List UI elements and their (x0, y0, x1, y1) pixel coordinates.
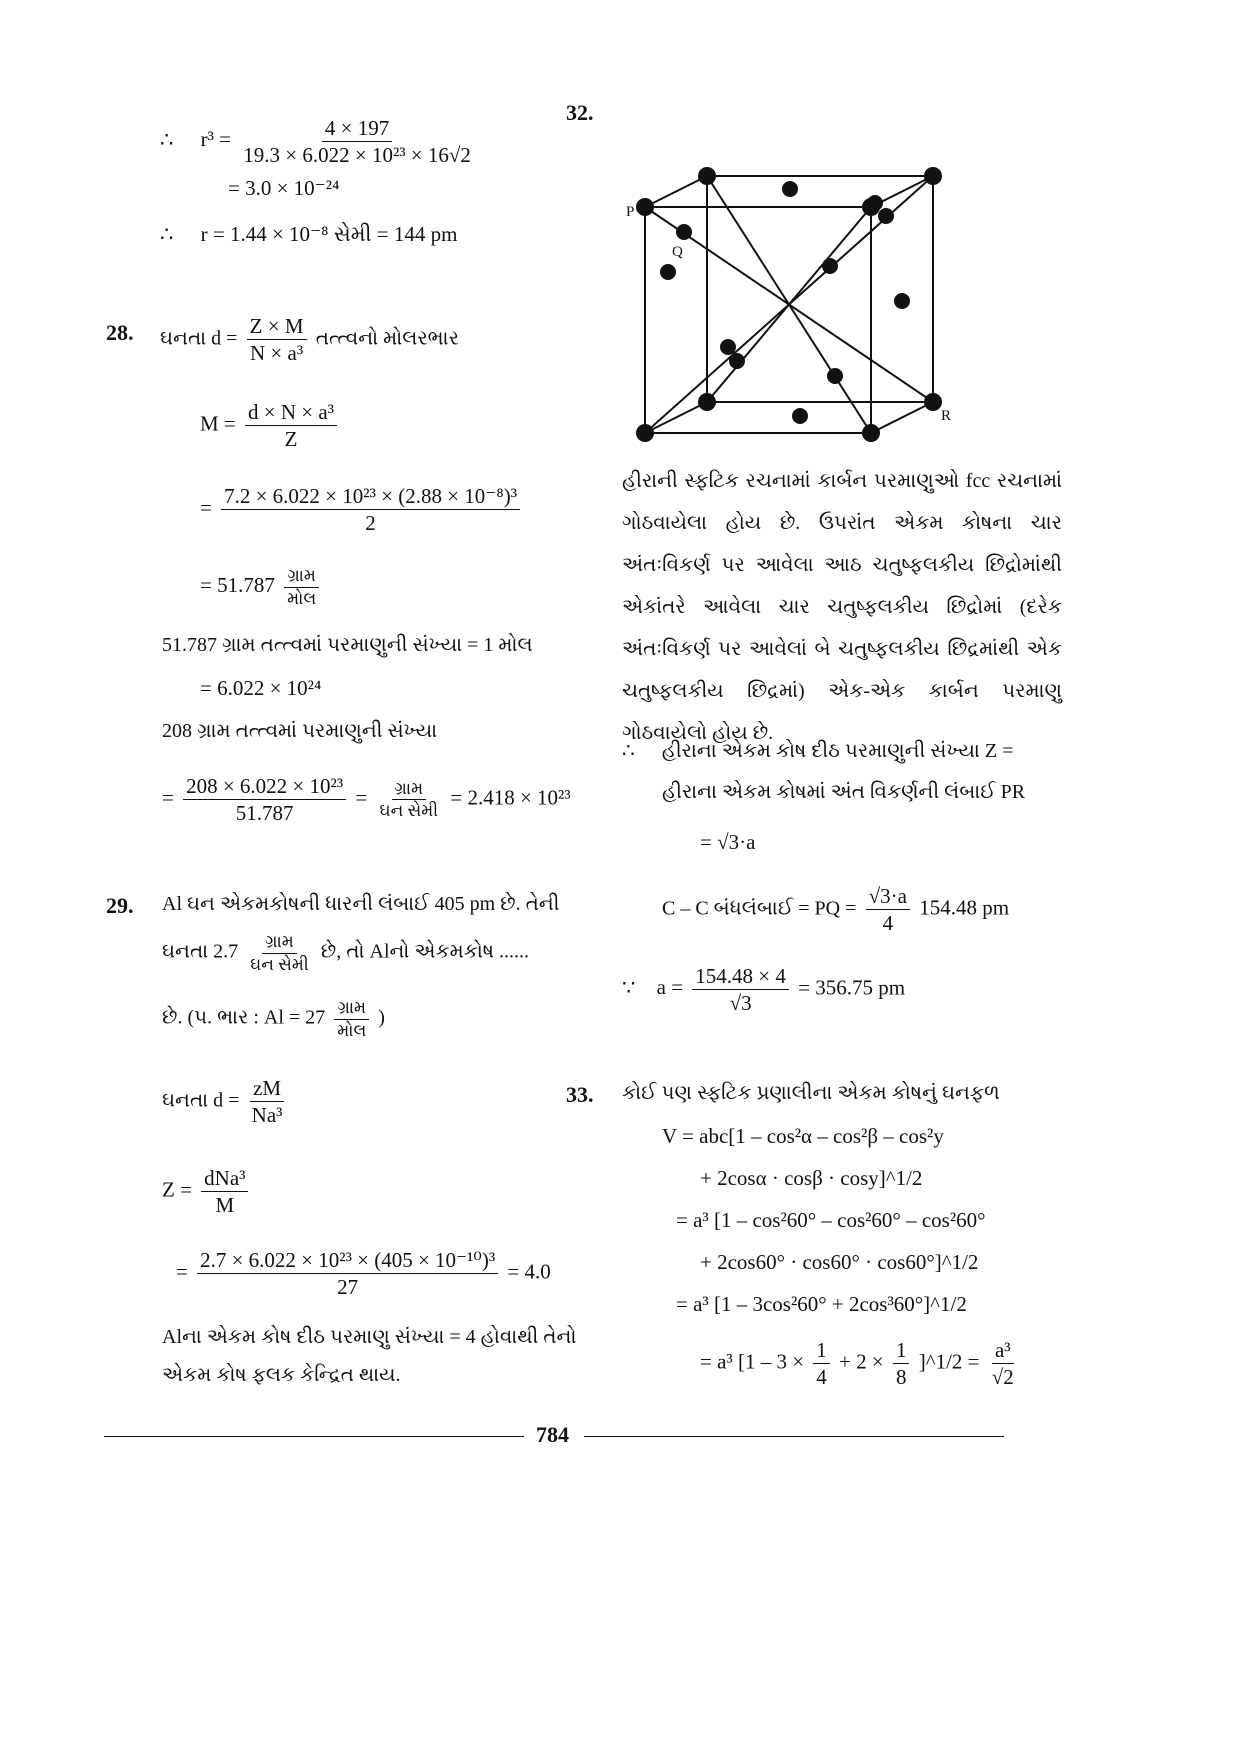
face-centre-atom (894, 293, 910, 309)
q29-calc-result: = 4.0 (507, 1259, 551, 1284)
q33-l6-frac-2 (893, 1338, 910, 1389)
equals-sign: = (176, 1259, 188, 1284)
tetrahedral-atom (729, 353, 745, 369)
q32-a-equation (622, 964, 905, 1015)
q29-conclusion-2: એકમ કોષ ફલક કેન્દ્રિત થાય. (162, 1364, 401, 1386)
q28-density-formula (160, 314, 459, 365)
q28-final-den: 51.787 (235, 801, 294, 826)
r-value-line (160, 222, 457, 247)
equals-sign: = (200, 495, 212, 520)
q32-cc-bond-length (662, 884, 1009, 935)
q29-line-1: Al ઘન એકમકોષની ધારની લંબાઈ 405 pm છે. તેની (162, 893, 560, 915)
r3-lhs: r³ = (200, 127, 232, 152)
q32-pr-line: હીરાના એકમ કોષમાં અંત વિકર્ણની લંબાઈ PR (662, 781, 1026, 803)
q29-conclusion-1: Alના એકમ કોષ દીઠ પરમાણુ સંખ્યા = 4 હોવાથી તેનો (162, 1326, 577, 1348)
q28-line-c: 208 ગ્રામ તત્ત્વમાં પરમાણુની સંખ્યા (162, 720, 438, 742)
q33-l6-f3-den: √2 (991, 1365, 1014, 1390)
q28-final-unit (376, 779, 441, 821)
q32-a-den: √3 (729, 991, 752, 1016)
q28-density-den: N × a³ (250, 341, 304, 366)
q33-l6-f1-num: 1 (813, 1338, 830, 1364)
q29-l2-pre: ઘનતા 2.7 (162, 940, 239, 963)
q29-l3-unit (334, 998, 369, 1040)
therefore-symbol: ∴ (622, 740, 635, 762)
tetrahedral-atom (827, 368, 843, 384)
q29-z-formula (162, 1166, 252, 1217)
q32-a-num: 154.48 × 4 (692, 964, 789, 990)
tetrahedral-atom (822, 258, 838, 274)
footer-rule-left (104, 1436, 524, 1437)
q29-d-lhs: ઘનતા d = (162, 1089, 240, 1112)
q33-line-6 (700, 1338, 1021, 1389)
q33-line-1: V = abc[1 – cos²α – cos²β – cos²y (662, 1124, 944, 1148)
q33-l6-f2-num: 1 (893, 1338, 910, 1364)
therefore-symbol: ∴ (160, 127, 174, 152)
q29-l2-unit (247, 932, 312, 974)
q33-l6-a: = a³ [1 – 3 × (700, 1349, 805, 1374)
corner-atom-r (924, 393, 942, 411)
question-number-29: 29. (106, 893, 134, 918)
q29-l3-post: ) (378, 1006, 385, 1029)
q33-l6-f1-den: 4 (816, 1365, 827, 1390)
unit-cubic-cm: ઘન સેમી (250, 954, 309, 974)
q29-d-num: zM (250, 1076, 284, 1102)
page-number: 784 (536, 1422, 569, 1447)
r3-fraction (240, 116, 474, 167)
cube-edge (871, 402, 933, 433)
face-centre-atom (782, 181, 798, 197)
q28-molar-mass-formula (200, 400, 341, 451)
q32-a-lhs: a = (656, 975, 684, 1000)
face-centre-atom (660, 264, 676, 280)
q29-line-2 (162, 932, 529, 974)
r-cubed-equation (160, 116, 478, 167)
q33-line-2: + 2cosα · cosβ · cosy]^1/2 (700, 1166, 923, 1190)
unit-mole: મોલ (337, 1020, 367, 1040)
q28-line-a: 51.787 ગ્રામ તત્ત્વમાં પરમાણુની સંખ્યા = 1 મોલ (162, 634, 533, 656)
r3-numerator: 4 × 197 (322, 116, 392, 142)
r-value: r = 1.44 × 10⁻⁸ સેમી = 144 pm (200, 222, 458, 246)
corner-atom (698, 393, 716, 411)
q29-z-lhs: Z = (162, 1177, 192, 1202)
q28-m-fraction (245, 400, 337, 451)
question-number-32: 32. (566, 100, 594, 125)
q29-l2-post: છે, તો Alનો એકમકોષ ...... (320, 940, 530, 963)
q32-cc-fraction (866, 884, 910, 935)
q28-density-lhs: ઘનતા d = (160, 327, 238, 350)
q28-final-value: = 2.418 × 10²³ (450, 785, 571, 810)
cube-edge (645, 176, 707, 207)
q28-line-b: = 6.022 × 10²⁴ (200, 676, 322, 700)
unit-gram: ગ્રામ (284, 566, 319, 588)
q28-m-den: Z (284, 427, 298, 452)
because-symbol: ∵ (622, 975, 636, 1000)
corner-atom (636, 424, 654, 442)
q29-calc-den: 27 (337, 1275, 359, 1300)
tetrahedral-atom (878, 208, 894, 224)
q33-l6-c: ]^1/2 = (918, 1349, 980, 1374)
q33-l6-f2-den: 8 (895, 1365, 907, 1390)
q32-a-fraction (692, 964, 789, 1015)
corner-atom-p (636, 198, 654, 216)
face-centre-atom (792, 408, 808, 424)
q28-density-num: Z × M (247, 314, 307, 340)
q29-density-formula (162, 1076, 289, 1127)
equals-sign: = (355, 785, 368, 810)
q32-a-rhs: = 356.75 pm (798, 975, 906, 1000)
r3-denominator: 19.3 × 6.022 × 10²³ × 16√2 (243, 143, 471, 168)
q28-m-num: d × N × a³ (245, 400, 337, 426)
corner-atom (924, 167, 942, 185)
question-number-33: 33. (566, 1082, 594, 1107)
q28-calc-num: 7.2 × 6.022 × 10²³ × (2.88 × 10⁻⁸)³ (221, 484, 520, 510)
q33-line-4: + 2cos60° · cos60° · cos60°]^1/2 (700, 1250, 979, 1274)
q28-final (162, 774, 571, 825)
q29-calculation (176, 1248, 551, 1299)
body-diagonal (707, 207, 871, 402)
q28-m-lhs: M = (200, 411, 236, 436)
q32-cc-num: √3·a (866, 884, 910, 910)
equals-sign: = (162, 785, 174, 810)
q29-z-fraction (201, 1166, 248, 1217)
tetrahedral-atom-q (676, 224, 692, 240)
q32-z-line (622, 738, 1013, 763)
label-p: P (626, 204, 635, 220)
q29-calc-fraction (197, 1248, 498, 1299)
q33-l6-f3-num: a³ (992, 1338, 1014, 1364)
question-number-28: 28. (106, 320, 134, 345)
unit-gram: ગ્રામ (392, 779, 427, 801)
label-r: R (941, 408, 952, 424)
q32-cc-rhs: 154.48 pm (919, 895, 1010, 920)
therefore-symbol: ∴ (160, 222, 174, 246)
q33-l6-b: + 2 × (839, 1349, 884, 1374)
q28-calc-fraction (221, 484, 520, 535)
q28-density-rhs: તત્ત્વનો મોલરભાર (315, 327, 459, 350)
corner-atom (698, 167, 716, 185)
unit-cubic-cm: ઘન સેમી (379, 801, 439, 821)
q32-z-text: હીરાના એકમ કોષ દીઠ પરમાણુની સંખ્યા Z = (661, 740, 1014, 762)
q29-d-fraction (249, 1076, 286, 1127)
q33-line-3: = a³ [1 – cos²60° – cos²60° – cos²60° (676, 1208, 986, 1232)
q29-z-den: M (215, 1193, 235, 1218)
q28-result-unit (284, 566, 319, 608)
unit-gram: ગ્રામ (262, 932, 297, 954)
face-centre-atom (720, 339, 736, 355)
q33-intro: કોઈ પણ સ્ફટિક પ્રણાલીના એકમ કોષનું ઘનફળ (622, 1082, 1000, 1104)
q29-calc-num: 2.7 × 6.022 × 10²³ × (405 × 10⁻¹⁰)³ (197, 1248, 498, 1274)
q32-pr-value: = √3·a (700, 830, 756, 854)
q28-result-value: = 51.787 (200, 572, 275, 597)
q28-calc-den: 2 (365, 511, 376, 536)
q32-paragraph: હીરાની સ્ફટિક રચનામાં કાર્બન પરમાણુઓ fcc રચનામાં ગોઠવાયેલા હોય છે. ઉપરાંત એકમ કોષના ચાર અંતઃવિકર્ણ પર આવેલા આઠ ચતુષ્ફલકીય છિદ્રોમાંથી એકાંતરે આવેલા ચાર ચતુષ્ફલકીય છિદ્રોમાં (દરેક અંતઃવિકર્ણ પર આવેલાં બે ચતુષ્ફલકીય છિદ્રમાંથી એક ચતુષ્ફલકીય છિદ્રમાં) એક-એક કાર્બન પરમાણુ ગોઠવાયેલો હોય છે. (622, 470, 1062, 744)
q28-final-num: 208 × 6.022 × 10²³ (183, 774, 346, 800)
q29-line-3 (162, 998, 385, 1040)
label-q: Q (672, 244, 683, 260)
corner-atom (862, 424, 880, 442)
footer-rule-right (584, 1436, 1004, 1437)
diamond-unit-cell-diagram (600, 150, 980, 460)
q28-density-fraction (247, 314, 307, 365)
q32-cc-lhs: C – C બંધલંબાઈ = PQ = (662, 897, 857, 920)
q33-line-5: = a³ [1 – 3cos²60° + 2cos³60°]^1/2 (676, 1292, 967, 1316)
q32-cc-den: 4 (882, 911, 894, 936)
q33-l6-frac-3 (989, 1338, 1017, 1389)
unit-mole: મોલ (287, 588, 317, 608)
q29-l3-pre: છે. (પ. ભાર : Al = 27 (162, 1006, 326, 1029)
face-centre-atom (867, 195, 883, 211)
q33-l6-frac-1 (813, 1338, 830, 1389)
q29-z-num: dNa³ (201, 1166, 248, 1192)
q28-result (200, 566, 323, 608)
unit-gram: ગ્રામ (334, 998, 369, 1020)
q28-final-fraction (183, 774, 346, 825)
r3-value: = 3.0 × 10⁻²⁴ (228, 176, 340, 200)
q28-calculation (200, 484, 524, 535)
q29-d-den: Na³ (251, 1103, 283, 1128)
